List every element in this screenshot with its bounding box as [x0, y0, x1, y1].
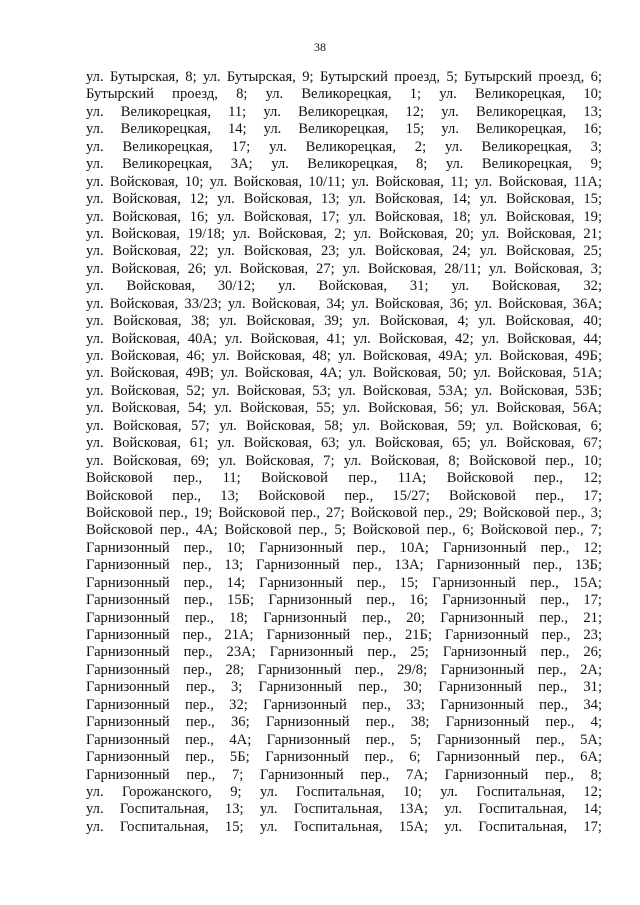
- text-line: Гарнизонный пер., 36; Гарнизонный пер., 38; Гарнизонный пер., 4;: [86, 714, 602, 731]
- text-line: ул. Войсковая, 40А; ул. Войсковая, 41; ул. Войсковая, 42; ул. Войсковая, 44;: [86, 330, 602, 347]
- text-line: ул. Великорецкая, 14; ул. Великорецкая, 15; ул. Великорецкая, 16;: [86, 121, 602, 138]
- text-line: ул. Госпитальная, 13; ул. Госпитальная, 13А; ул. Госпитальная, 14;: [86, 801, 602, 818]
- text-line: ул. Войсковая, 30/12; ул. Войсковая, 31; ул. Войсковая, 32;: [86, 278, 602, 295]
- text-line: ул. Госпитальная, 15; ул. Госпитальная, 15А; ул. Госпитальная, 17;: [86, 818, 602, 835]
- text-line: ул. Великорецкая, 3А; ул. Великорецкая, 8; ул. Великорецкая, 9;: [86, 156, 602, 173]
- text-line: Войсковой пер., 13; Войсковой пер., 15/27; Войсковой пер., 17;: [86, 487, 602, 504]
- text-line: ул. Войсковая, 61; ул. Войсковая, 63; ул. Войсковая, 65; ул. Войсковая, 67;: [86, 435, 602, 452]
- text-line: Гарнизонный пер., 28; Гарнизонный пер., 29/8; Гарнизонный пер., 2А;: [86, 661, 602, 678]
- text-line: Гарнизонный пер., 7; Гарнизонный пер., 7А; Гарнизонный пер., 8;: [86, 766, 602, 783]
- text-line: Гарнизонный пер., 13; Гарнизонный пер., 13А; Гарнизонный пер., 13Б;: [86, 557, 602, 574]
- text-line: ул. Горожанского, 9; ул. Госпитальная, 10; ул. Госпитальная, 12;: [86, 783, 602, 800]
- address-list: [86, 69, 602, 836]
- text-line: Гарнизонный пер., 4А; Гарнизонный пер., 5; Гарнизонный пер., 5А;: [86, 731, 602, 748]
- text-line: ул. Войсковая, 46; ул. Войсковая, 48; ул. Войсковая, 49А; ул. Войсковая, 49Б;: [86, 348, 602, 364]
- text-line: ул. Войсковая, 16; ул. Войсковая, 17; ул. Войсковая, 18; ул. Войсковая, 19;: [86, 208, 602, 225]
- text-line: Гарнизонный пер., 32; Гарнизонный пер., 33; Гарнизонный пер., 34;: [86, 696, 602, 713]
- text-line: ул. Войсковая, 38; ул. Войсковая, 39; ул. Войсковая, 4; ул. Войсковая, 40;: [86, 313, 602, 330]
- text-line: Гарнизонный пер., 15Б; Гарнизонный пер., 16; Гарнизонный пер., 17;: [86, 592, 602, 609]
- text-line: Гарнизонный пер., 18; Гарнизонный пер., 20; Гарнизонный пер., 21;: [86, 609, 602, 626]
- text-line: ул. Войсковая, 49В; ул. Войсковая, 4А; ул. Войсковая, 50; ул. Войсковая, 51А;: [86, 365, 602, 382]
- text-line: Гарнизонный пер., 23А; Гарнизонный пер., 25; Гарнизонный пер., 26;: [86, 644, 602, 661]
- text-line: Гарнизонный пер., 21А; Гарнизонный пер., 21Б; Гарнизонный пер., 23;: [86, 627, 602, 643]
- text-line: ул. Войсковая, 52; ул. Войсковая, 53; ул. Войсковая, 53А; ул. Войсковая, 53Б;: [86, 382, 602, 399]
- text-line: ул. Великорецкая, 11; ул. Великорецкая, 12; ул. Великорецкая, 13;: [86, 103, 602, 120]
- text-line: ул. Войсковая, 57; ул. Войсковая, 58; ул. Войсковая, 59; ул. Войсковая, 6;: [86, 417, 602, 434]
- page-number: 38: [314, 40, 326, 54]
- text-line: Гарнизонный пер., 14; Гарнизонный пер., 15; Гарнизонный пер., 15А;: [86, 574, 602, 591]
- text-line: Гарнизонный пер., 5Б; Гарнизонный пер., 6; Гарнизонный пер., 6А;: [86, 749, 602, 766]
- text-line: ул. Войсковая, 54; ул. Войсковая, 55; ул. Войсковая, 56; ул. Войсковая, 56А;: [86, 400, 602, 417]
- text-line: Гарнизонный пер., 3; Гарнизонный пер., 30; Гарнизонный пер., 31;: [86, 679, 602, 696]
- text-line: Войсковой пер., 19; Войсковой пер., 27; Войсковой пер., 29; Войсковой пер., 3;: [86, 504, 602, 521]
- text-line: ул. Войсковая, 19/18; ул. Войсковая, 2; ул. Войсковая, 20; ул. Войсковая, 21;: [86, 225, 602, 242]
- text-line: ул. Войсковая, 69; ул. Войсковая, 7; ул. Войсковая, 8; Войсковой пер., 10;: [86, 452, 602, 469]
- text-line: Бутырский проезд, 8; ул. Великорецкая, 1; ул. Великорецкая, 10;: [86, 86, 602, 103]
- text-line: ул. Войсковая, 12; ул. Войсковая, 13; ул. Войсковая, 14; ул. Войсковая, 15;: [86, 191, 602, 208]
- text-line: Войсковой пер., 4А; Войсковой пер., 5; Войсковой пер., 6; Войсковой пер., 7;: [86, 522, 602, 539]
- text-line: ул. Войсковая, 10; ул. Войсковая, 10/11; ул. Войсковая, 11; ул. Войсковая, 11А;: [86, 173, 602, 190]
- text-line: ул. Войсковая, 26; ул. Войсковая, 27; ул. Войсковая, 28/11; ул. Войсковая, 3;: [86, 260, 602, 277]
- text-line: Войсковой пер., 11; Войсковой пер., 11А; Войсковой пер., 12;: [86, 470, 602, 487]
- text-line: Гарнизонный пер., 10; Гарнизонный пер., 10А; Гарнизонный пер., 12;: [86, 539, 602, 556]
- text-line: ул. Бутырская, 8; ул. Бутырская, 9; Бутырский проезд, 5; Бутырский проезд, 6;: [86, 69, 602, 85]
- text-line: ул. Великорецкая, 17; ул. Великорецкая, 2; ул. Великорецкая, 3;: [86, 138, 602, 155]
- text-line: ул. Войсковая, 22; ул. Войсковая, 23; ул. Войсковая, 24; ул. Войсковая, 25;: [86, 243, 602, 260]
- text-line: ул. Войсковая, 33/23; ул. Войсковая, 34; ул. Войсковая, 36; ул. Войсковая, 36А;: [86, 295, 602, 312]
